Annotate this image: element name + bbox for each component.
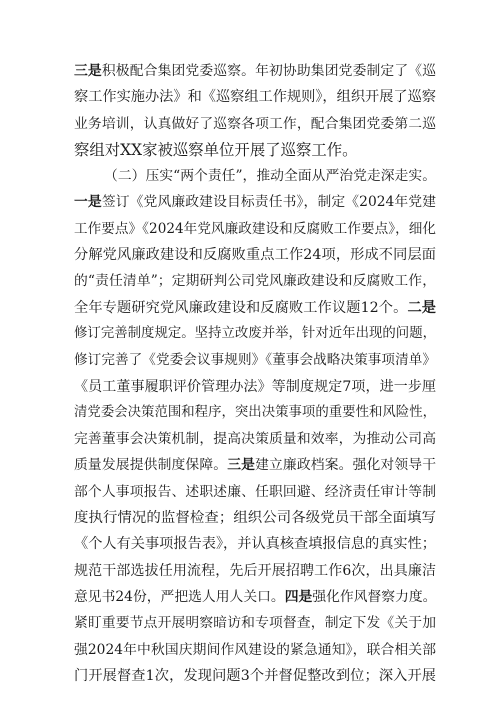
emphasis-text: 二是 [407,299,436,316]
emphasis-text: 三是 [227,457,256,474]
body-text: 规范干部选拔任用流程，先后开展招聘工作6次，出具廉洁 [74,562,436,579]
text-line [74,163,436,189]
emphasis-text: 四是 [284,588,313,605]
text-line [74,610,436,636]
body-text: 质量发展提供制度保障。 [74,457,228,474]
text-line [74,584,436,610]
body-text: 强2024年中秋国庆期间作风建设的紧急通知》，联合相关部 [74,641,436,658]
body-text: 意见书24份，严把选人用人关口。 [74,588,285,605]
body-text: 修订完善制度规定。坚持立改废并举，针对近年出现的问题， [74,325,436,341]
text-line [74,242,436,268]
text-line [74,321,436,347]
body-text: 修订完善了《党委会议事规则》《董事会战略决策事项清单》 [74,352,436,369]
body-text: 察组对XX家被巡察单位开展了巡察工作。 [74,140,358,159]
text-line [74,347,436,373]
body-text: 全年专题研究党风廉政建设和反腐败工作议题12个。 [74,299,408,316]
body-text: 《员工董事履职评价管理办法》等制度规定7项，进一步厘 [74,378,436,395]
text-line [74,137,436,163]
body-text: 清党委会决策范围和程序，突出决策事项的重要性和风险性， [74,404,436,420]
body-text: 强化作风督察力度。 [312,588,437,605]
body-text: 工作要点》《2024年党风廉政建设和反腐败工作要点》，细化 [74,220,436,237]
emphasis-text: 三是 [74,63,102,79]
body-text: 积极配合集团党委巡察。年初协助集团党委制定了《巡 [101,63,437,79]
text-line [74,505,436,531]
text-line [74,216,436,242]
text-line [74,531,436,557]
body-text: （二）压实“两个责任”，推动全面从严治党走深走实。 [104,168,436,185]
text-line [74,479,436,505]
text-line [74,637,436,663]
text-line [74,400,436,426]
body-text: 完善董事会决策机制，提高决策质量和效率，为推动公司高 [74,431,436,448]
body-text: 分解党风廉政建设和反腐败重点工作24项，形成不同层面 [74,247,436,264]
text-line [74,268,436,294]
text-line [74,189,436,215]
body-text: 《个人有关事项报告表》，并认真核查填报信息的真实性； [74,536,436,553]
body-text: 紧盯重要节点开展明察暗访和专项督查，制定下发《关于加 [74,615,436,632]
text-line [74,111,436,137]
body-text: 建立廉政档案。强化对领导干 [255,457,437,474]
body-text: 察工作实施办法》和《巡察组工作规则》，组织开展了巡察 [74,89,436,106]
text-line [74,84,436,110]
body-text: 的“责任清单”；定期研判公司党风廉政建设和反腐败工作， [74,273,436,290]
text-line [74,558,436,584]
text-line [74,58,436,84]
text-line [74,295,436,321]
body-text: 签订《党风廉政建设目标责任书》，制定《2024年党建 [101,194,437,211]
document-body [74,58,436,689]
body-text: 度执行情况的监督检查；组织公司各级党员干部全面填写 [74,510,436,527]
text-line [74,426,436,452]
body-text: 业务培训，认真做好了巡察各项工作，配合集团党委第二巡 [74,115,436,132]
body-text: 门开展督查1次，发现问题3个并督促整改到位；深入开展 [74,667,436,684]
emphasis-text: 一是 [74,194,102,211]
body-text: 部个人事项报告、述职述廉、任职回避、经济责任审计等制 [74,483,436,500]
text-line [74,663,436,689]
text-line [74,452,436,478]
text-line [74,374,436,400]
